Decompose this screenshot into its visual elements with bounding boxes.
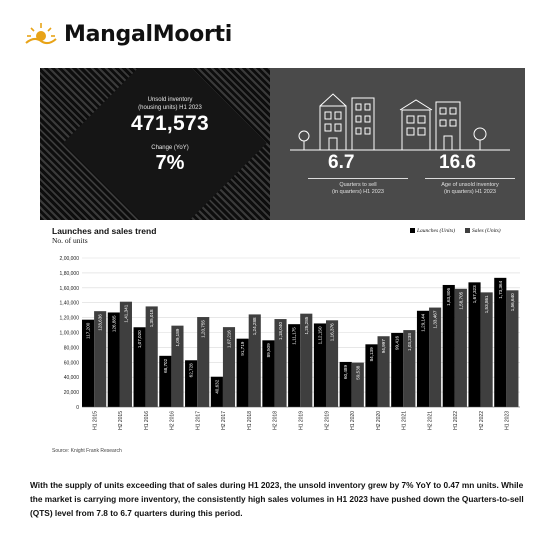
bar-value-label: 117,200 bbox=[85, 322, 91, 339]
bar-value-label: 1,12,150 bbox=[317, 326, 323, 345]
bar-value-label: 60,489 bbox=[343, 364, 349, 379]
inventory-label-sub: (housing units) H1 2023 bbox=[138, 105, 202, 111]
x-tick-label: H2 2016 bbox=[169, 411, 176, 430]
bar-value-label: 1,73,364 bbox=[497, 280, 503, 299]
bar-value-label: 59,538 bbox=[355, 365, 361, 380]
bar-value-label: 1,53,861 bbox=[484, 295, 490, 314]
y-tick-label: 1,20,000 bbox=[59, 315, 79, 322]
y-tick-label: 1,80,000 bbox=[59, 270, 79, 277]
chart-title: Launches and sales trend bbox=[52, 226, 157, 236]
change-value: 7% bbox=[155, 152, 185, 174]
bar-value-label: 1,18,040 bbox=[278, 322, 284, 340]
legend-launches: Launches (Units) bbox=[410, 228, 455, 234]
x-tick-label: H2 2018 bbox=[272, 411, 279, 430]
stats-panel bbox=[270, 68, 525, 220]
qts-caption-sub: (in quarters) H1 2023 bbox=[332, 189, 384, 195]
x-tick-label: H2 2022 bbox=[478, 411, 485, 430]
x-tick-label: H2 2019 bbox=[324, 411, 331, 430]
bar-value-label: 1,29,144 bbox=[420, 313, 426, 332]
bar-value-label: 84,139 bbox=[368, 347, 374, 362]
age-caption-sub: (in quarters) H1 2023 bbox=[444, 189, 496, 195]
bar-value-label: 1,56,640 bbox=[509, 293, 515, 312]
change-label: Change (YoY) bbox=[151, 145, 189, 151]
x-tick-label: H2 2020 bbox=[375, 411, 382, 430]
bar-value-label: 1,07,216 bbox=[226, 330, 232, 349]
bar-value-label: 1,20,755 bbox=[200, 320, 206, 338]
y-tick-label: 1,00,000 bbox=[59, 330, 79, 337]
y-tick-label: 20,000 bbox=[63, 390, 79, 397]
sun-logo-icon bbox=[22, 19, 60, 49]
bar-value-label: 68,702 bbox=[162, 358, 168, 373]
qts-stat bbox=[308, 152, 408, 196]
chart-svg bbox=[40, 222, 525, 447]
x-tick-label: H1 2018 bbox=[246, 411, 253, 430]
x-tick-label: H1 2015 bbox=[92, 411, 99, 430]
bar-value-label: 1,09,189 bbox=[174, 328, 180, 347]
bar-value-label: 1,67,323 bbox=[472, 285, 478, 304]
bar-value-label: 94,997 bbox=[381, 339, 387, 354]
y-tick-label: 80,000 bbox=[63, 345, 79, 352]
bar-value-label: 1,07,020 bbox=[137, 330, 143, 349]
brand-header bbox=[22, 14, 232, 54]
legend-sales: Sales (Units) bbox=[465, 228, 501, 234]
x-tick-label: H2 2017 bbox=[221, 411, 228, 430]
x-tick-label: H1 2023 bbox=[504, 411, 511, 430]
buildings-icon bbox=[290, 78, 510, 158]
brand-name: MangalMoorti bbox=[64, 21, 232, 47]
inventory-banner bbox=[40, 68, 525, 220]
y-tick-label: 0 bbox=[76, 405, 79, 411]
x-tick-label: H1 2019 bbox=[298, 411, 305, 430]
bar-value-label: 99,416 bbox=[394, 335, 400, 350]
bar-value-label: 126,885 bbox=[111, 315, 117, 333]
inventory-label: Unsold inventory bbox=[147, 97, 193, 103]
launches-sales-chart bbox=[40, 222, 525, 462]
bar-value-label: 40,632 bbox=[214, 379, 220, 394]
inventory-stats bbox=[100, 96, 240, 174]
y-tick-label: 2,00,000 bbox=[59, 256, 79, 262]
x-tick-label: H2 2015 bbox=[118, 411, 125, 430]
qts-caption: Quarters to sell bbox=[339, 182, 377, 188]
age-value: 16.6 bbox=[439, 152, 476, 173]
x-tick-label: H1 2022 bbox=[453, 411, 460, 430]
inventory-value: 471,573 bbox=[130, 112, 209, 135]
bar-value-label: 1,58,705 bbox=[458, 291, 464, 310]
x-tick-label: H1 2017 bbox=[195, 411, 202, 430]
y-tick-label: 60,000 bbox=[63, 360, 79, 367]
y-tick-label: 1,60,000 bbox=[59, 285, 79, 292]
bar-value-label: 128,636 bbox=[97, 314, 103, 331]
bar-value-label: 91,719 bbox=[240, 341, 246, 356]
bar-value-label: 62,728 bbox=[188, 363, 194, 378]
bar-value-label: 1,11,175 bbox=[291, 327, 297, 345]
bar-value-label: 89,509 bbox=[265, 343, 271, 358]
x-tick-label: H1 2020 bbox=[350, 411, 357, 430]
bar-value-label: 1,25,285 bbox=[303, 316, 309, 335]
bar-value-label: 1,24,288 bbox=[252, 317, 258, 336]
chart-ylabel: No. of units bbox=[52, 236, 88, 245]
bar-value-label: 1,63,806 bbox=[446, 287, 452, 306]
bar-value-label: 1,41,341 bbox=[123, 304, 129, 323]
summary-paragraph: With the supply of units exceeding that of sales during H1 2023, the unsold inventory grew by 7% YoY to 0.47 mn units. While the market is carrying more inventory, the consistently high sales volumes in H1 2023 have pushed down the Quarters-to-sell (QTS) level from 7.8 to 6.7 quarters during this period. bbox=[30, 480, 524, 518]
age-caption: Age of unsold inventory bbox=[441, 182, 499, 188]
x-tick-label: H2 2021 bbox=[427, 411, 434, 430]
age-stat bbox=[425, 152, 515, 196]
bar-value-label: 1,03,238 bbox=[406, 333, 412, 351]
qts-value: 6.7 bbox=[328, 152, 355, 173]
x-tick-label: H1 2016 bbox=[143, 411, 150, 430]
x-tick-label: H1 2021 bbox=[401, 411, 408, 430]
y-tick-label: 40,000 bbox=[63, 375, 79, 382]
chart-source: Source: Knight Frank Research bbox=[52, 448, 122, 454]
y-tick-label: 1,40,000 bbox=[59, 300, 79, 307]
bar-value-label: 1,16,376 bbox=[329, 323, 335, 342]
bar-value-label: 1,35,018 bbox=[149, 309, 155, 328]
bar-value-label: 1,33,467 bbox=[432, 310, 438, 329]
